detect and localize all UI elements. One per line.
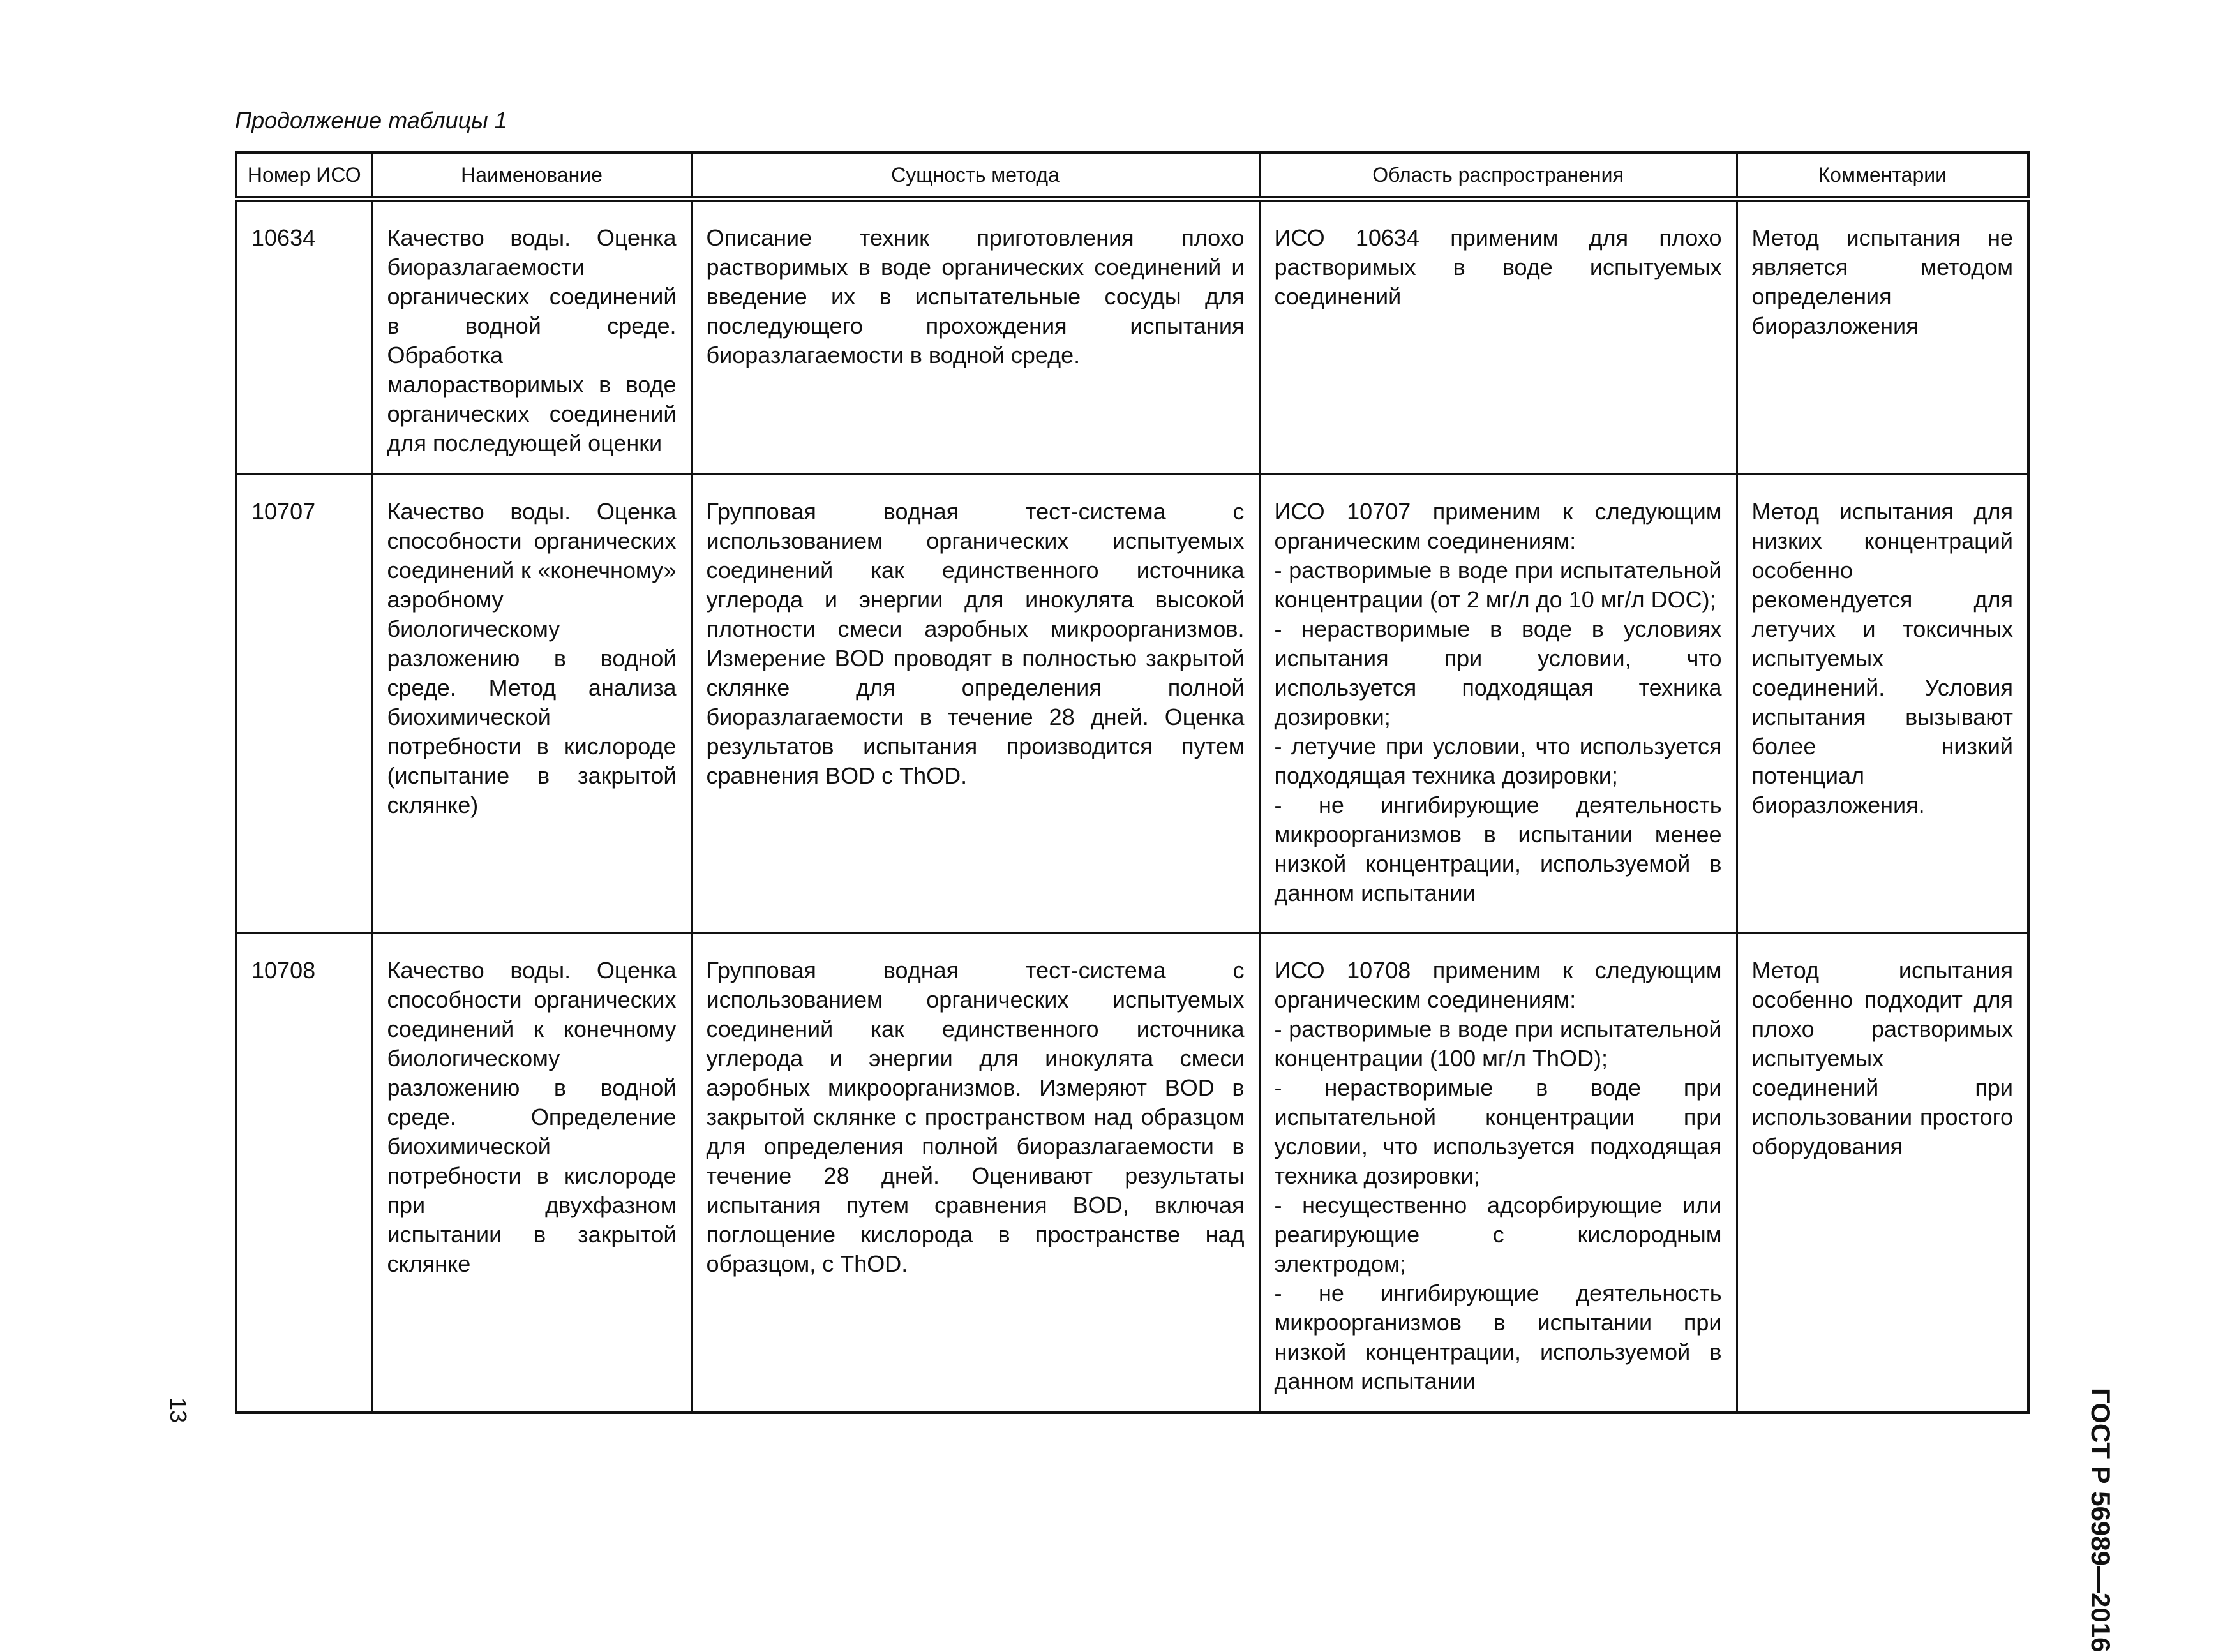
cell-iso-number: 10708: [236, 934, 372, 1413]
cell-name: Качество воды. Оценка способности органических соединений к «конечному» аэробному биологическому разложению в водной среде. Метод анализа биохимической потребности в кислороде (испытание в закрытой склянке): [372, 475, 691, 934]
cell-scope: [1259, 934, 1737, 1413]
column-header-method: Сущность метода: [691, 153, 1259, 199]
table-header-row: [236, 153, 2028, 199]
scope-line: - нерастворимые в воде при испытательной концентрации при условии, что используется подходящая техника дозировки;: [1274, 1075, 1722, 1189]
scope-line: ИСО 10707 применим к следующим органическим соединениям:: [1274, 498, 1722, 554]
scope-line: - растворимые в воде при испытательной концентрации (от 2 мг/л до 10 мг/л DOC);: [1274, 557, 1722, 613]
table-row: [236, 934, 2028, 1413]
cell-method: Описание техник приготовления плохо растворимых в воде органических соединений и введение их в испытательные сосуды для последующего прохождения испытания биоразлагаемости в водной среде.: [691, 199, 1259, 475]
iso-methods-table: [235, 151, 2030, 1414]
scope-line: - не ингибирующие деятельность микроорганизмов в испытании при низкой концентрации, используемой в данном испытании: [1274, 1280, 1722, 1394]
table-row: [236, 475, 2028, 934]
scope-line: - нерастворимые в воде в условиях испытания при условии, что используется подходящая техника дозировки;: [1274, 616, 1722, 730]
page-number: 13: [165, 1397, 191, 1424]
cell-method: Групповая водная тест-система с использованием органических испытуемых соединений как единственного источника углерода и энергии для инокулята высокой плотности смеси аэробных микроорганизмов. Измерение BOD проводят в полностью закрытой склянке для определения полной биоразлагаемости в течение 28 дней. Оценка результатов испытания производится путем сравнения BOD с ThOD.: [691, 475, 1259, 934]
cell-scope: [1259, 475, 1737, 934]
standard-designation: ГОСТ Р 56989—2016: [2086, 1388, 2116, 1652]
scope-line: - растворимые в воде при испытательной концентрации (100 мг/л ThOD);: [1274, 1016, 1722, 1071]
table-caption: Продолжение таблицы 1: [235, 107, 507, 133]
cell-scope: [1259, 199, 1737, 475]
cell-comment: Метод испытания не является методом определения биоразложения: [1737, 199, 2028, 475]
cell-name: Качество воды. Оценка способности органических соединений к конечному биологическому разложению в водной среде. Определение биохимической потребности в кислороде при двухфазном испытании в закрытой склянке: [372, 934, 691, 1413]
cell-iso-number: 10634: [236, 199, 372, 475]
scope-line: - летучие при условии, что используется подходящая техника дозировки;: [1274, 733, 1722, 789]
cell-method: Групповая водная тест-система с использованием органических испытуемых соединений как единственного источника углерода и энергии для инокулята смеси аэробных микроорганизмов. Измеряют BOD в закрытой склянке с пространством над образцом для определения полной биоразлагаемости в течение 28 дней. Оценивают результаты испытания путем сравнения BOD, включая поглощение кислорода в пространстве над образцом, с ThOD.: [691, 934, 1259, 1413]
column-header-comments: Комментарии: [1737, 153, 2028, 199]
cell-comment: Метод испытания для низких концентраций особенно рекомендуется для летучих и токсичных испытуемых соединений. Условия испытания вызывают более низкий потенциал биоразложения.: [1737, 475, 2028, 934]
column-header-scope: Область распространения: [1259, 153, 1737, 199]
column-header-iso-number: Номер ИСО: [236, 153, 372, 199]
scope-line: ИСО 10708 применим к следующим органическим соединениям:: [1274, 957, 1722, 1013]
cell-comment: Метод испытания особенно подходит для плохо растворимых испытуемых соединений при использовании простого оборудования: [1737, 934, 2028, 1413]
cell-iso-number: 10707: [236, 475, 372, 934]
scope-line: - несущественно адсорбирующие или реагирующие с кислородным электродом;: [1274, 1192, 1722, 1277]
column-header-name: Наименование: [372, 153, 691, 199]
scope-line: - не ингибирующие деятельность микроорганизмов в испытании менее низкой концентрации, используемой в данном испытании: [1274, 792, 1722, 906]
cell-name: Качество воды. Оценка биоразлагаемости органических соединений в водной среде. Обработка малорастворимых в воде органических соединений для последующей оценки: [372, 199, 691, 475]
scope-line: ИСО 10634 применим для плохо растворимых в воде испытуемых соединений: [1274, 225, 1722, 309]
table-row: [236, 199, 2028, 475]
